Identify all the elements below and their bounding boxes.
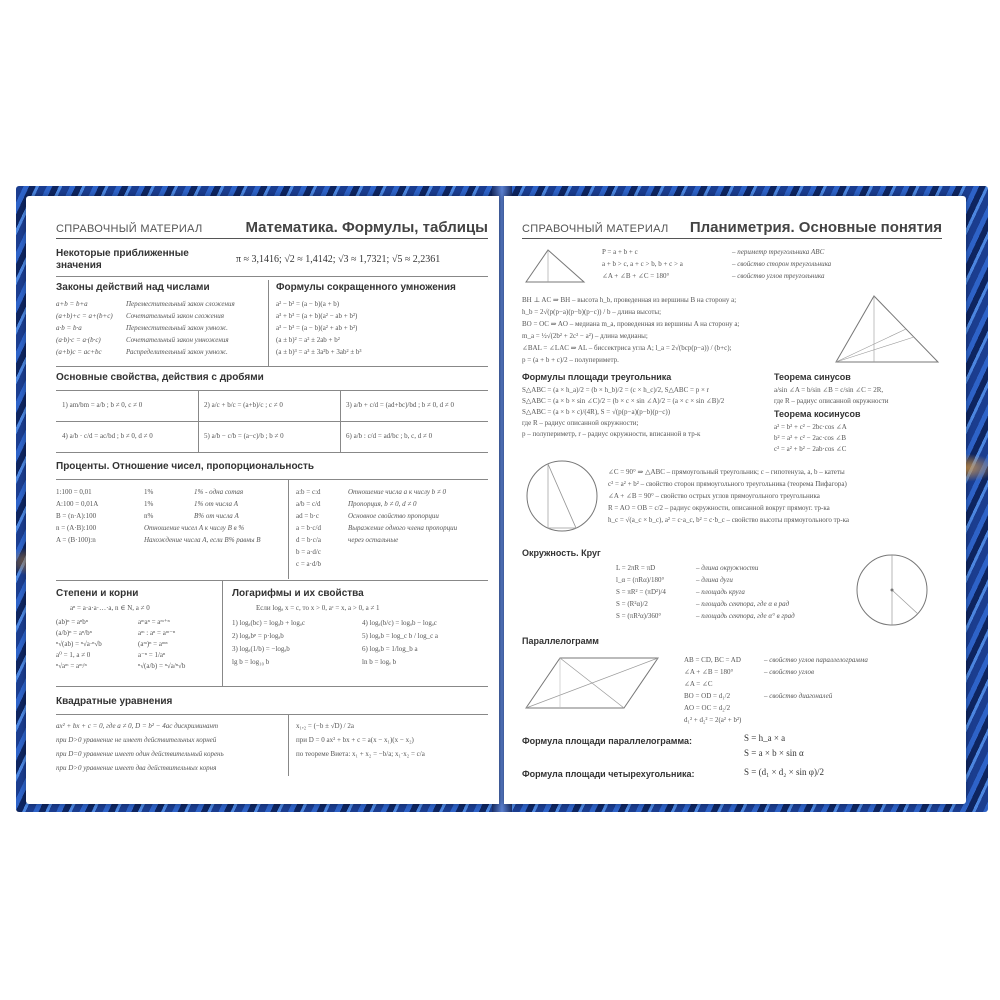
powers-rule: a⁻ⁿ = 1/aⁿ <box>138 651 166 659</box>
fractions-heading: Основные свойства, действия с дробями <box>56 372 264 383</box>
cosines-formula: a² = b² + c² − 2bc·cos ∠A <box>774 423 847 431</box>
parallelogram-diagram <box>522 652 662 714</box>
circle-diagram <box>854 552 930 628</box>
fraction-rule: 6) a/b : c/d = ad/bc ; b, c, d ≠ 0 <box>346 432 433 440</box>
circle-desc: – площадь круга <box>696 588 745 596</box>
divider <box>56 421 488 422</box>
circle-formula: S = (R²α)/2 <box>616 600 648 608</box>
cosines-heading: Теорема косинусов <box>774 409 861 419</box>
proportion-desc: Пропорция, b ≠ 0, d ≠ 0 <box>348 500 417 508</box>
proportion-formula: b = a·d/c <box>296 548 321 556</box>
divider <box>56 686 488 687</box>
logs-rule: lg b = log₁₀ b <box>232 658 270 666</box>
right-page-title: Планиметрия. Основные понятия <box>689 219 942 236</box>
percent-formula: B = (n·A):100 <box>56 512 97 520</box>
powers-rule: (a/b)ⁿ = aⁿ/bⁿ <box>56 629 92 637</box>
percent-formula: A:100 = 0,01A <box>56 500 99 508</box>
parallelogram-area-formula: S = a × b × sin α <box>744 748 804 758</box>
triangle-lines-text: BH ⊥ AC ⇒ BH – высота h_b, проведенная из вершины B на сторону a; <box>522 296 737 304</box>
right-triangle-text: ∠C = 90° ⇒ △ABC – прямоугольный треугольник; c – гипотенуза, a, b – катеты <box>608 468 845 476</box>
parallelogram-desc: – свойство углов <box>764 668 815 676</box>
quadrilateral-area-label: Формула площади четырехугольника: <box>522 769 695 779</box>
logs-heading: Логарифмы и их свойства <box>232 588 364 599</box>
proportion-formula: a = b·c/d <box>296 524 321 532</box>
short-mult-formula: a³ + b³ = (a + b)(a² − ab + b²) <box>276 312 358 320</box>
quadratic-rule: при D=0 уравнение имеет один действительный корень <box>56 750 224 758</box>
triangle-desc: – свойство углов треугольника <box>732 272 825 280</box>
parallelogram-desc: – свойство диагоналей <box>764 692 833 700</box>
cosines-formula: c² = a² + b² − 2ab·cos ∠C <box>774 445 847 453</box>
parallelogram-area-label: Формула площади параллелограмма: <box>522 736 693 746</box>
right-page-header <box>522 216 942 239</box>
circle-desc: – длина дуги <box>696 576 733 584</box>
parallelogram-formula: AO = OC = d₂/2 <box>684 704 731 712</box>
circle-formula: S = (πR²α)/360° <box>616 612 662 620</box>
fraction-rule: 3) a/b + c/d = (ad+bc)/bd ; b ≠ 0, d ≠ 0 <box>346 401 454 409</box>
divider <box>56 479 488 480</box>
parallelogram-formula: ∠A + ∠B = 180° <box>684 668 734 676</box>
triangle-desc: – периметр треугольника ABC <box>732 248 825 256</box>
percent-value: 1% <box>144 488 154 496</box>
proportion-formula: d = b·c/a <box>296 536 321 544</box>
triangle-area-formula: S△ABC = (a × b × sin ∠C)/2 = (b × c × sin ∠A)/2 = (a × c × sin ∠B)/2 <box>522 397 725 405</box>
logs-rule: 4) logₐ(b/c) = logₐb − logₐc <box>362 619 437 627</box>
proportion-formula: a/b = c/d <box>296 500 321 508</box>
divider <box>288 714 289 776</box>
triangle-lines-text: BO = OC ⇒ AO – медиана m_a, проведенная из вершины A на сторону a; <box>522 320 740 328</box>
percent-desc: B% от числа A <box>194 512 239 520</box>
divider <box>288 479 289 579</box>
sines-formula: a/sin ∠A = b/sin ∠B = c/sin ∠C = 2R, <box>774 386 884 394</box>
sines-heading: Теорема синусов <box>774 372 851 382</box>
powers-rule: (aᵐ)ⁿ = aᵐⁿ <box>138 640 168 648</box>
triangle-area-formula: где R – радиус описанной окружности; <box>522 419 639 427</box>
triangle-area-formula: S△ABC = (a × h_a)/2 = (b × h_b)/2 = (c × h_c)/2, S△ABC = p × r <box>522 386 710 394</box>
percent-formula: A = (B·100):n <box>56 536 96 544</box>
circle-desc: – площадь сектора, где α° в град <box>696 612 795 620</box>
divider <box>56 390 488 391</box>
divider <box>56 276 488 277</box>
approx-heading: Некоторые приближенные значения <box>56 248 189 271</box>
triangle-lines-text: h_b = 2√(p(p−a)(p−b)(p−c)) / b – длина высоты; <box>522 308 662 316</box>
logs-rule: 3) logₐ(1/b) = −logₐb <box>232 645 290 653</box>
short-mult-formula: a² − b² = (a − b)(a + b) <box>276 300 340 308</box>
quadratic-root: при D = 0 ax² + bx + c = a(x − x₁)(x − x₂) <box>296 736 414 744</box>
left-page-title: Математика. Формулы, таблицы <box>245 219 488 236</box>
circle-formula: L = 2πR = πD <box>616 564 656 572</box>
right-triangle-text: h_c = √(a_c × b_c), a² = c·a_c, b² = c·b_c – свойство высоты прямоугольного тр-ка <box>608 516 850 524</box>
triangle-area-heading: Формулы площади треугольника <box>522 372 672 382</box>
left-page-kicker: СПРАВОЧНЫЙ МАТЕРИАЛ <box>56 223 203 235</box>
quadratic-rule: при D>0 уравнение не имеет действительных корней <box>56 736 217 744</box>
powers-rule: a⁰ = 1, a ≠ 0 <box>56 651 91 659</box>
circle-formula: l_α = (πRα)/180° <box>616 576 665 584</box>
circumscribed-right-triangle-diagram <box>524 458 600 534</box>
circle-desc: – длина окружности <box>696 564 759 572</box>
quadrilateral-area-formula: S = (d₁ × d₂ × sin φ)/2 <box>744 767 824 777</box>
proportion-desc: Отношение числа a к числу b ≠ 0 <box>348 488 447 496</box>
triangle-diagram <box>522 246 588 286</box>
fraction-rule: 5) a/b − c/b = (a−c)/b ; b ≠ 0 <box>204 432 284 440</box>
proportion-desc: через остальные <box>348 536 399 544</box>
laws-desc: Сочетательный закон сложения <box>126 312 225 320</box>
powers-rule: (ab)ⁿ = aⁿbⁿ <box>56 618 88 626</box>
percent-formula: n = (A·B):100 <box>56 524 97 532</box>
percent-desc: 1% - одна сотая <box>194 488 244 496</box>
laws-desc: Сочетательный закон умножения <box>126 336 229 344</box>
percent-value: n% <box>144 512 154 520</box>
right-page-kicker: СПРАВОЧНЫЙ МАТЕРИАЛ <box>522 223 669 235</box>
logs-rule: 2) logₐbᵖ = p·logₐb <box>232 632 284 640</box>
powers-rule: ⁿ√(ab) = ⁿ√a·ⁿ√b <box>56 640 102 648</box>
laws-formula: (a+b)c = ac+bc <box>56 348 102 356</box>
triangle-cevians-diagram <box>832 292 942 366</box>
right-page <box>504 196 966 804</box>
percent-heading: Проценты. Отношение чисел, пропорциональность <box>56 461 315 472</box>
laws-formula: a·b = b·a <box>56 324 82 332</box>
proportion-formula: a:b = c:d <box>296 488 321 496</box>
right-triangle-text: ∠A + ∠B = 90° – свойство острых углов прямоугольного треугольника <box>608 492 820 500</box>
logs-rule: ln b = logₑ b <box>362 658 397 666</box>
triangle-area-formula: p – полупериметр, r – радиус окружности, вписанной в тр-к <box>522 430 701 438</box>
triangle-lines-text: ∠BAL = ∠LAC ⇒ AL – биссектриса угла A; l_a = 2√(bcp(p−a)) / (b+c); <box>522 344 732 352</box>
proportion-formula: c = a·d/b <box>296 560 321 568</box>
laws-heading: Законы действий над числами <box>56 282 210 293</box>
quadratic-rule: ax² + bx + c = 0, где a ≠ 0, D = b² − 4ac дискриминант <box>56 722 218 730</box>
fraction-rule: 2) a/c + b/c = (a+b)/c ; c ≠ 0 <box>204 401 283 409</box>
parallelogram-formula: BO = OD = d₁/2 <box>684 692 731 700</box>
proportion-formula: ad = b·c <box>296 512 319 520</box>
divider <box>268 280 269 366</box>
fraction-rule: 1) am/bm = a/b ; b ≠ 0, c ≠ 0 <box>62 401 143 409</box>
logs-rule: 5) logₐb = log_c b / log_c a <box>362 632 439 640</box>
laws-desc: Переместительный закон сложения <box>126 300 235 308</box>
proportion-desc: Выражение одного члена пропорции <box>348 524 458 532</box>
right-triangle-text: R = AO = OB = c/2 – радиус окружности, описанной вокруг прямоуг. тр-ка <box>608 504 830 512</box>
proportion-desc: Основное свойство пропорции <box>348 512 439 520</box>
notebook <box>16 186 988 812</box>
short-mult-formula: (a ± b)³ = a³ ± 3a²b + 3ab² ± b³ <box>276 348 362 356</box>
circle-formula: S = πR² = (πD²)/4 <box>616 588 666 596</box>
percent-desc: Отношение чисел A к числу B в % <box>144 524 245 532</box>
left-page-header <box>56 216 488 239</box>
quadratic-rule: при D>0 уравнение имеет два действительных корня <box>56 764 217 772</box>
percent-formula: 1:100 = 0,01 <box>56 488 92 496</box>
triangle-lines-text: p = (a + b + c)/2 – полупериметр. <box>522 356 619 364</box>
logs-definition: Если logₐ x = c, то x > 0, aᶜ = x, a > 0, a ≠ 1 <box>256 604 380 612</box>
short-mult-formula: (a ± b)² = a² ± 2ab + b² <box>276 336 340 344</box>
laws-formula: a+b = b+a <box>56 300 88 308</box>
laws-desc: Переместительный закон умнож. <box>126 324 228 332</box>
percent-desc: 1% от числа A <box>194 500 238 508</box>
fraction-rule: 4) a/b · c/d = ac/bd ; b ≠ 0, d ≠ 0 <box>62 432 153 440</box>
triangle-area-formula: S△ABC = (a × b × c)/(4R), S = √(p(p−a)(p−b)(p−c)) <box>522 408 671 416</box>
divider <box>56 714 488 715</box>
triangle-formula: P = a + b + c <box>602 248 638 256</box>
short-mult-heading: Формулы сокращенного умножения <box>276 282 456 293</box>
approx-values: π ≈ 3,1416; √2 ≈ 1,4142; √3 ≈ 1,7321; √5 ≈ 2,2361 <box>236 254 441 265</box>
divider <box>56 580 488 581</box>
right-triangle-text: c² = a² + b² – свойство сторон прямоугольного треугольника (теорема Пифагора) <box>608 480 847 488</box>
parallelogram-formula: d₁² + d₂² = 2(a² + b²) <box>684 716 742 724</box>
powers-heading: Степени и корни <box>56 588 139 599</box>
quadratic-root: x₁,₂ = (−b ± √D) / 2a <box>296 722 354 730</box>
circle-desc: – площадь сектора, где α в рад <box>696 600 790 608</box>
sines-formula: где R – радиус описанной окружности <box>774 397 889 405</box>
circle-heading: Окружность. Круг <box>522 548 601 558</box>
powers-rule: ⁿ√aᵐ = aᵐ/ⁿ <box>56 662 87 670</box>
quadratic-heading: Квадратные уравнения <box>56 696 173 707</box>
logs-rule: 1) logₐ(bc) = logₐb + logₐc <box>232 619 305 627</box>
parallelogram-formula: AB = CD, BC = AD <box>684 656 741 664</box>
laws-formula: (a+b)+c = a+(b+c) <box>56 312 113 320</box>
powers-definition: aⁿ = a·a·a·…·a, n ∈ N, a ≠ 0 <box>70 604 150 612</box>
parallelogram-heading: Параллелограмм <box>522 636 599 646</box>
powers-rule: aᵐaⁿ = aᵐ⁺ⁿ <box>138 618 170 626</box>
percent-value: 1% <box>144 500 154 508</box>
logs-rule: 6) logₐb = 1/log_b a <box>362 645 418 653</box>
laws-desc: Распределительный закон умнож. <box>126 348 228 356</box>
parallelogram-desc: – свойство углов параллелограмма <box>764 656 868 664</box>
left-page <box>26 196 499 804</box>
percent-desc: Нахождение числа A, если B% равны B <box>144 536 261 544</box>
divider <box>222 580 223 686</box>
powers-rule: ⁿ√(a/b) = ⁿ√a/ⁿ√b <box>138 662 186 670</box>
divider <box>56 366 488 367</box>
parallelogram-area-formula: S = h_a × a <box>744 733 786 743</box>
cosines-formula: b² = a² + c² − 2ac·cos ∠B <box>774 434 847 442</box>
powers-rule: aᵐ : aⁿ = aᵐ⁻ⁿ <box>138 629 176 637</box>
parallelogram-formula: ∠A = ∠C <box>684 680 713 688</box>
triangle-formula: ∠A + ∠B + ∠C = 180° <box>602 272 670 280</box>
laws-formula: (a·b)·c = a·(b·c) <box>56 336 101 344</box>
triangle-formula: a + b > c, a + c > b, b + c > a <box>602 260 683 268</box>
quadratic-vieta: по теореме Виета: x₁ + x₂ = −b/a; x₁·x₂ = c/a <box>296 750 425 758</box>
short-mult-formula: a³ − b³ = (a − b)(a² + ab + b²) <box>276 324 358 332</box>
triangle-desc: – свойство сторон треугольника <box>732 260 832 268</box>
divider <box>56 452 488 453</box>
triangle-lines-text: m_a = ½√(2b² + 2c² − a²) – длина медианы; <box>522 332 648 340</box>
